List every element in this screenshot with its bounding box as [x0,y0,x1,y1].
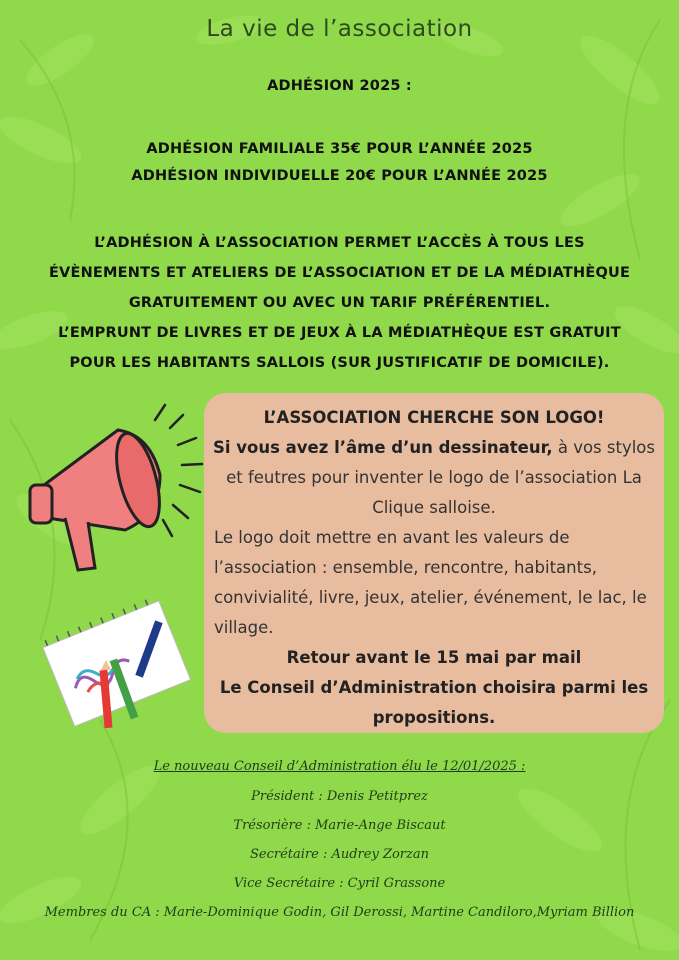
council-heading: Le nouveau Conseil d’Administration élu le 12/01/2025 : [153,759,526,774]
access-line: L’EMPRUNT DE LIVRES ET DE JEUX À LA MÉDIATHÈQUE EST GRATUIT [58,325,621,341]
logo-contest-intro-bold: Si vous avez l’âme d’un dessinateur, [212,438,553,457]
logo-contest-choice: Le Conseil d’Administration choisira parmi les propositions. [219,678,649,727]
megaphone-icon [20,400,210,585]
logo-contest-rules: Le logo doit mettre en avant les valeurs de l’association : ensemble, rencontre, habitants, convivialité, livre, jeux, atelier, événement, le lac, le village. [214,528,647,637]
membership-access [0,228,679,378]
council-member: Président : Denis Petitprez [251,789,428,804]
logo-contest-title: L’ASSOCIATION CHERCHE SON LOGO! [263,408,605,427]
council-member: Trésorière : Marie-Ange Biscaut [233,818,446,833]
logo-contest-intro [204,433,664,523]
council-member: Membres du CA : Marie-Dominique Godin, Gil Derossi, Martine Candiloro,Myriam Billion [44,905,635,920]
page-title: La vie de l’association [206,16,473,42]
council-list [0,782,679,927]
membership-heading: ADHÉSION 2025 : [267,78,412,94]
logo-contest-deadline: Retour avant le 15 mai par mail [286,648,582,667]
membership-fees [0,136,679,190]
access-line: POUR LES HABITANTS SALLOIS (SUR JUSTIFICATIF DE DOMICILE). [69,355,610,371]
access-line: ÉVÈNEMENTS ET ATELIERS DE L’ASSOCIATION ET DE LA MÉDIATHÈQUE [48,265,631,281]
council-member: Vice Secrétaire : Cyril Grassone [233,876,446,891]
logo-contest-card [204,393,664,733]
access-line: GRATUITEMENT OU AVEC UN TARIF PRÉFÉRENTIEL. [128,295,551,311]
fee-family: ADHÉSION FAMILIALE 35€ POUR L’ANNÉE 2025 [146,141,533,157]
sketchpad-pencils-icon [40,590,200,740]
fee-individual: ADHÉSION INDIVIDUELLE 20€ POUR L’ANNÉE 2025 [131,168,548,184]
logo-contest-intro-rest: à vos stylos et feutres pour inventer le logo de l’association La Clique salloise. [226,438,656,517]
access-line: L’ADHÉSION À L’ASSOCIATION PERMET L’ACCÈS À TOUS LES [94,235,585,251]
council-member: Secrétaire : Audrey Zorzan [250,847,429,862]
